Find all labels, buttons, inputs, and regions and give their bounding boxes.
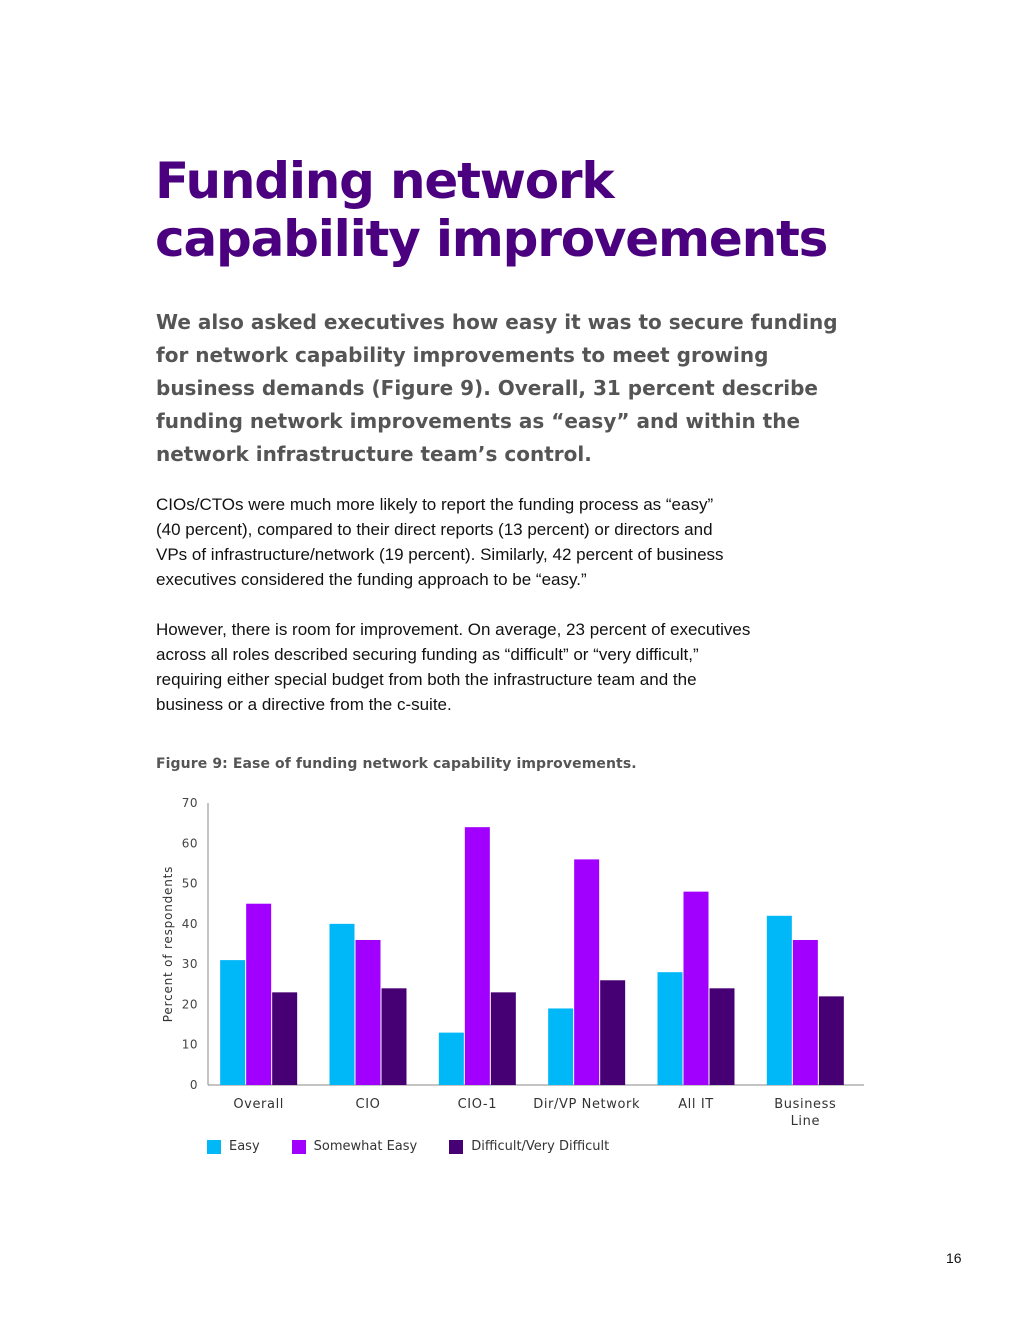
x-tick-label: All IT xyxy=(678,1097,714,1112)
y-tick-label: 50 xyxy=(181,876,198,891)
y-tick-label: 40 xyxy=(181,916,198,931)
bar xyxy=(819,996,844,1085)
title-line: Funding network xyxy=(155,152,614,210)
legend-item xyxy=(449,1139,609,1154)
legend-label: Somewhat Easy xyxy=(313,1139,418,1154)
bar xyxy=(710,988,735,1085)
paragraph-line: CIOs/CTOs were much more likely to report the funding process as “easy” xyxy=(156,495,714,514)
title-line: capability improvements xyxy=(155,210,828,268)
body-paragraph-1 xyxy=(156,492,876,592)
y-tick-label: 30 xyxy=(181,957,198,972)
legend-item xyxy=(207,1139,260,1154)
x-tick-label: CIO-1 xyxy=(457,1097,498,1112)
y-tick-label: 0 xyxy=(189,1078,198,1092)
paragraph-line: However, there is room for improvement. On average, 23 percent of executives xyxy=(156,620,751,639)
bar xyxy=(356,940,381,1085)
legend-swatch xyxy=(449,1140,463,1154)
bar xyxy=(246,904,271,1085)
bar xyxy=(465,827,490,1085)
paragraph-line: requiring either special budget from both the infrastructure team and the xyxy=(156,670,697,689)
bar xyxy=(220,960,245,1085)
lead-line: business demands (Figure 9). Overall, 31 percent describe xyxy=(156,376,818,400)
bar-chart xyxy=(150,790,880,1135)
x-tick-label: Overall xyxy=(233,1097,285,1112)
page-title xyxy=(155,152,915,268)
y-tick-label: 60 xyxy=(181,836,198,851)
legend-label: Easy xyxy=(229,1139,260,1154)
paragraph-line: across all roles described securing funding as “difficult” or “very difficult,” xyxy=(156,645,699,664)
x-tick-label: Line xyxy=(790,1114,821,1129)
x-tick-label: Business xyxy=(774,1097,837,1112)
paragraph-line: executives considered the funding approach to be “easy.” xyxy=(156,570,587,589)
lead-line: for network capability improvements to meet growing xyxy=(156,343,769,367)
paragraph-line: VPs of infrastructure/network (19 percent). Similarly, 42 percent of business xyxy=(156,545,724,564)
lead-paragraph xyxy=(156,306,856,471)
chart-legend xyxy=(207,1139,641,1154)
lead-line: network infrastructure team’s control. xyxy=(156,442,592,466)
x-tick-label: Dir/VP Network xyxy=(533,1097,641,1112)
y-axis-title: Percent of respondents xyxy=(161,865,175,1023)
bar xyxy=(330,924,355,1085)
bar xyxy=(574,859,599,1085)
y-tick-label: 70 xyxy=(181,796,198,810)
bar xyxy=(793,940,818,1085)
bar xyxy=(600,980,625,1085)
legend-swatch xyxy=(292,1140,306,1154)
paragraph-line: business or a directive from the c-suite. xyxy=(156,695,452,714)
legend-swatch xyxy=(207,1140,221,1154)
bar xyxy=(491,992,516,1085)
paragraph-line: (40 percent), compared to their direct reports (13 percent) or directors and xyxy=(156,520,713,539)
figure-caption: Figure 9: Ease of funding network capability improvements. xyxy=(156,756,637,772)
body-paragraph-2 xyxy=(156,617,876,717)
legend-label: Difficult/Very Difficult xyxy=(471,1139,610,1154)
legend-item xyxy=(292,1139,418,1154)
y-tick-label: 10 xyxy=(181,1037,198,1052)
x-tick-label: CIO xyxy=(355,1097,381,1112)
bar xyxy=(439,1033,464,1085)
page-number: 16 xyxy=(946,1250,962,1266)
bar xyxy=(658,972,683,1085)
lead-line: funding network improvements as “easy” and within the xyxy=(156,409,801,433)
bar xyxy=(272,992,297,1085)
lead-line: We also asked executives how easy it was to secure funding xyxy=(156,310,838,334)
bar xyxy=(382,988,407,1085)
bar xyxy=(548,1008,573,1085)
bar xyxy=(684,892,709,1085)
bar xyxy=(767,916,792,1085)
y-tick-label: 20 xyxy=(181,997,198,1012)
